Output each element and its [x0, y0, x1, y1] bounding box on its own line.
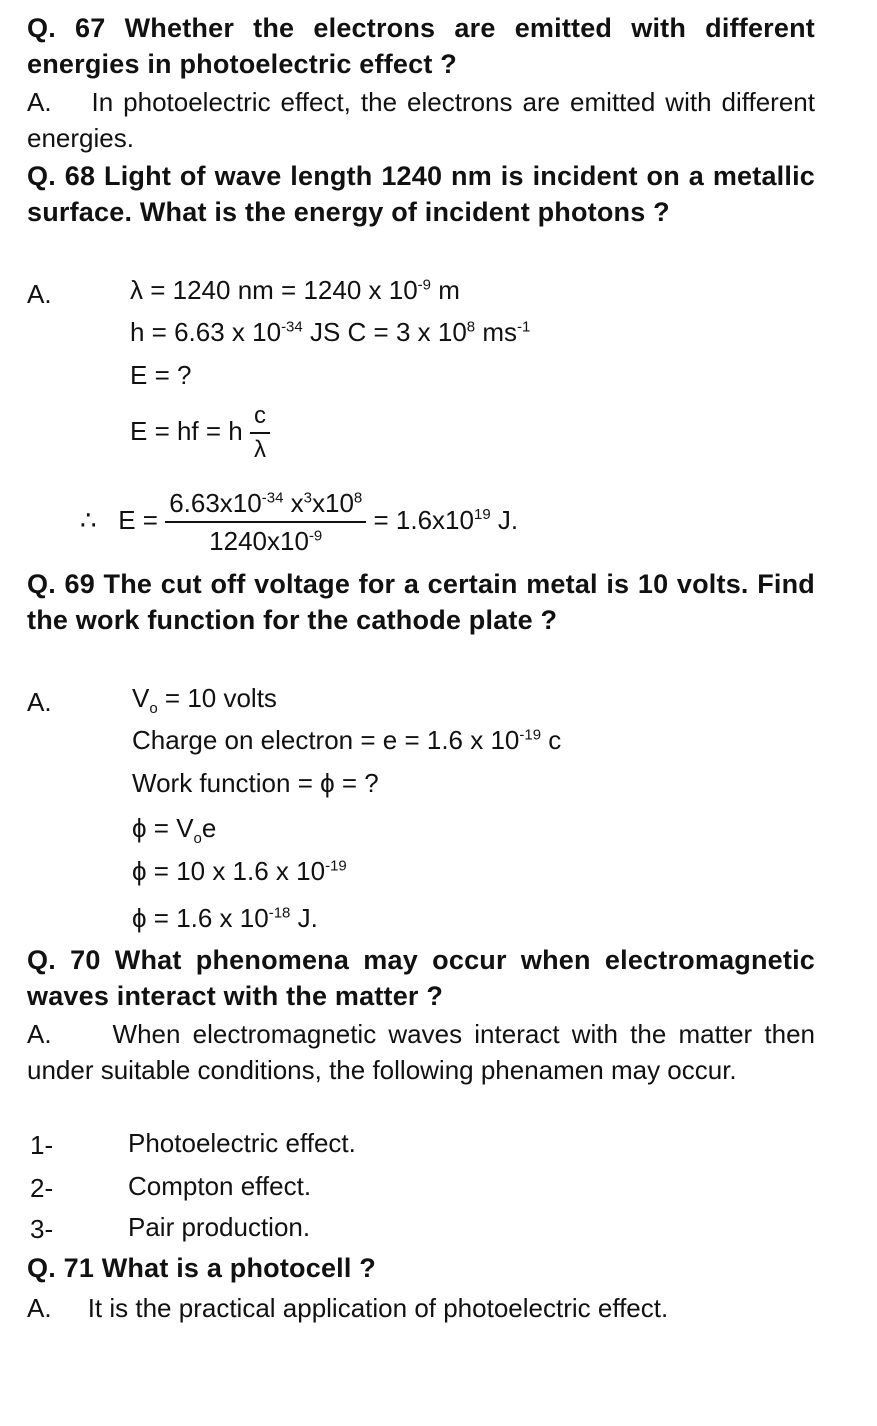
answer-label: A.	[27, 279, 52, 309]
equation-lambda: λ = 1240 nm = 1240 x $10^{-9}$ m	[130, 275, 460, 305]
equation-e-calc: ∴ E = $\frac{6.63x10^{-34} x^3x10^8}{1240x10^{-9}}$ = $1.6x10^{19}$ J.	[80, 488, 519, 556]
therefore-symbol: ∴	[80, 504, 97, 535]
list-item: Pair production.	[128, 1212, 311, 1242]
question-70: Q. 70 What phenomena may occur when electromagnetic waves interact with the matter ?	[27, 945, 815, 1011]
answer-text: In photoelectric effect, the electrons are emitted with different energies.	[27, 87, 815, 153]
answer-text: It is the practical application of photoelectric effect.	[87, 1293, 669, 1323]
question-68: Q. 68 Light of wave length 1240 nm is incident on a metallic surface. What is the energy of incident photons ?	[27, 161, 815, 227]
energy-fraction: $\frac{6.63x10^{-34} x^3x10^8}{1240x10^{-9}}$	[165, 487, 366, 557]
list-item-number: 3-	[30, 1214, 54, 1244]
list-item: Photoelectric effect.	[128, 1128, 356, 1158]
equation-charge: Charge on electron = e = 1.6 x $10^{-19}$ c	[132, 725, 562, 755]
answer-67	[27, 84, 815, 156]
equation-phi-3: ϕ = 1.6 x $10^{-18}$ J.	[132, 903, 318, 933]
answer-70	[27, 1016, 815, 1088]
equation-work-function: Work function = ϕ = ?	[132, 768, 379, 798]
fraction-c-over-lambda: $\frac{c}{\lambda}$	[250, 402, 270, 464]
list-item-number: 2-	[30, 1173, 54, 1203]
answer-label: A.	[27, 87, 52, 117]
list-item: Compton effect.	[128, 1171, 312, 1201]
equation-e-formula: E = hf = h $\frac{c}{\lambda}$	[130, 402, 270, 464]
equation-phi-1: $\phi = V_oe$	[132, 813, 217, 848]
equation-e-unknown: E = ?	[130, 360, 192, 390]
answer-label: A.	[27, 1293, 52, 1323]
answer-label: A.	[27, 687, 52, 717]
equation-phi-2: ϕ = 10 x 1.6 x $10^{-19}$	[132, 856, 347, 886]
equation-v0: $V_o = 10$ volts	[132, 683, 277, 718]
question-69: Q. 69 The cut off voltage for a certain metal is 10 volts. Find the work function for the cathode plate ?	[27, 569, 815, 635]
answer-71	[27, 1290, 815, 1326]
list-item-number: 1-	[30, 1130, 54, 1160]
equation-h-c: h = 6.63 x $10^{-34}$ JS C = 3 x $10^8$ $ms^{-1}$	[130, 317, 531, 347]
answer-label: A.	[27, 1019, 52, 1049]
question-71: Q. 71 What is a photocell ?	[27, 1253, 376, 1283]
question-67: Q. 67 Whether the electrons are emitted with different energies in photoelectric effect ?	[27, 13, 815, 79]
answer-text: When electromagnetic waves interact with the matter then under suitable conditions, the following phenamen may occur.	[27, 1019, 815, 1085]
